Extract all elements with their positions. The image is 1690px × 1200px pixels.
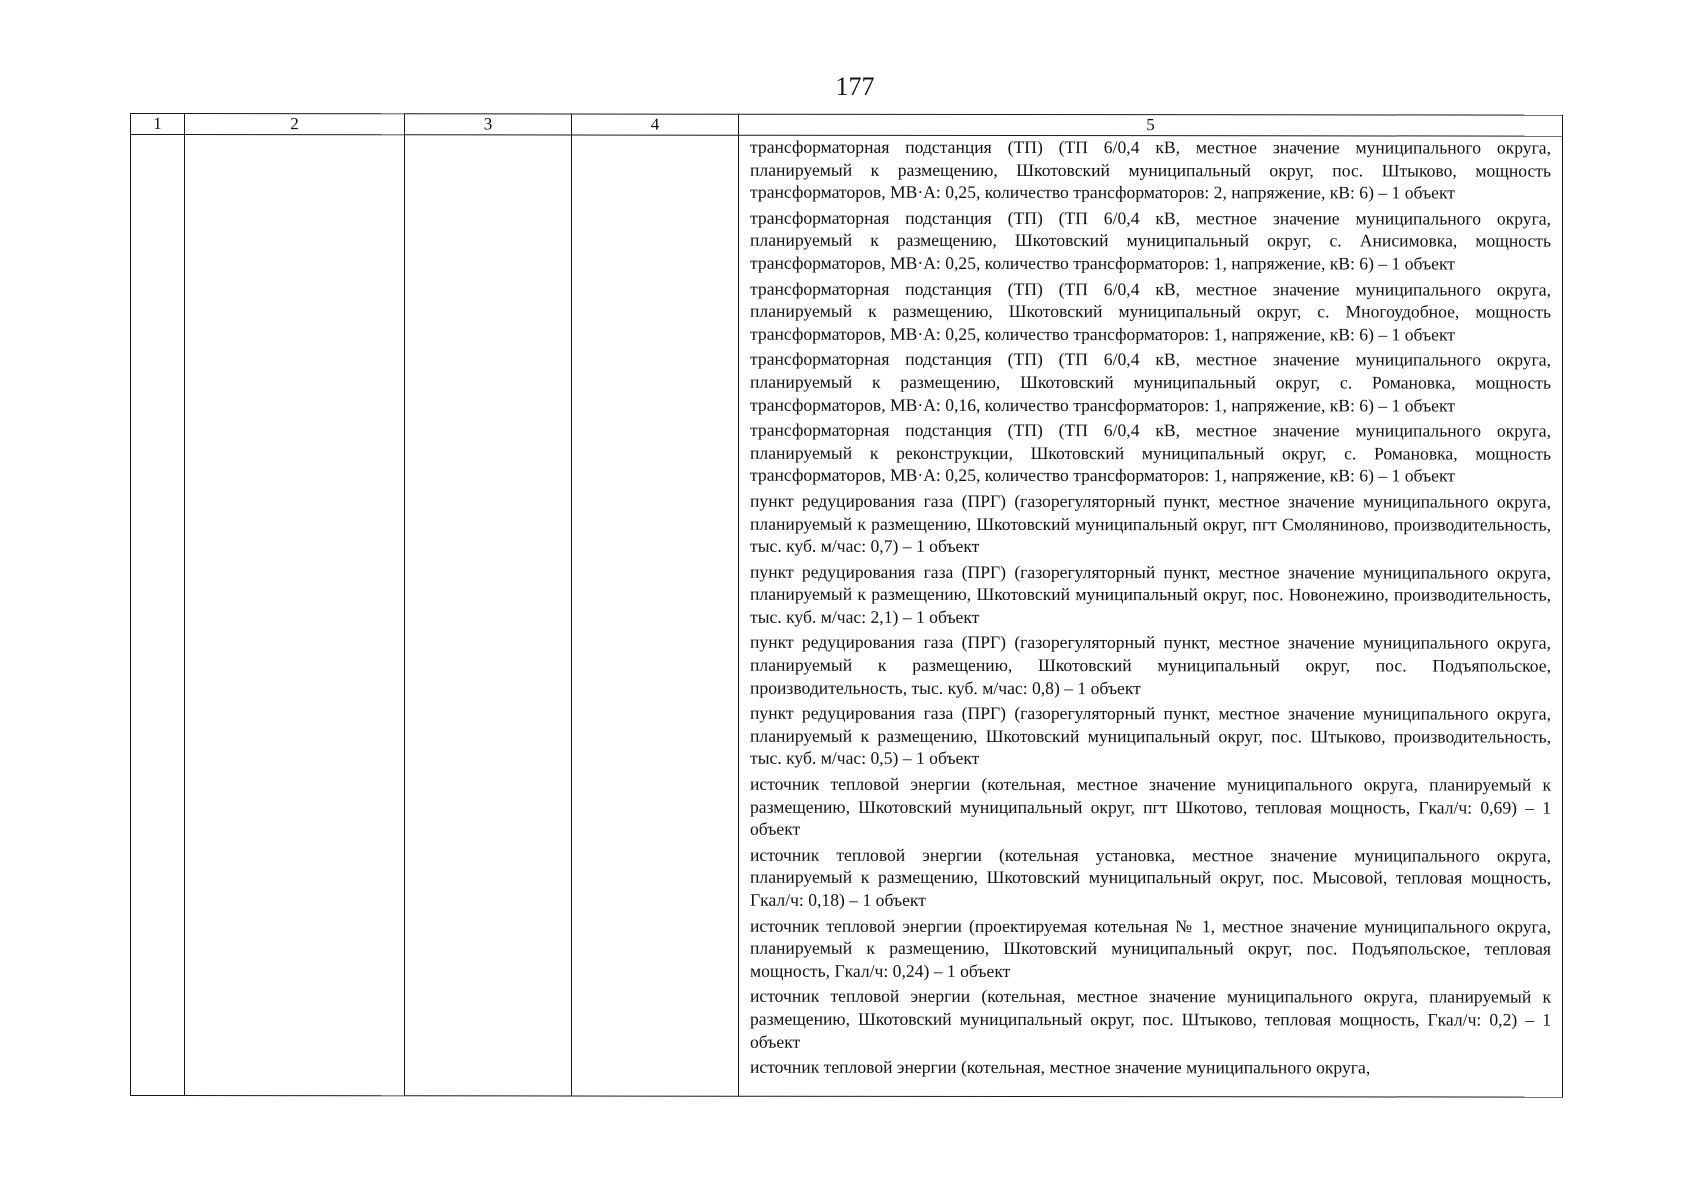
column-header-1: 1 (131, 114, 185, 135)
cell-col-2 (185, 135, 405, 1096)
object-entry: трансформаторная подстанция (ТП) (ТП 6/0,4 кВ, местное значение муниципального округа, планируемый к размещению, Шкотовский муниципальный округ, пос. Штыково, мощность трансформаторов, МВ·А: 0,25, количество трансформаторов: 2, напряжение, кВ: 6) – 1 объект (750, 136, 1551, 203)
object-entry: источник тепловой энергии (проектируемая котельная № 1, местное значение муниципального округа, планируемый к размещению, Шкотовский муниципальный округ, пос. Подъяпольское, тепловая мощность, Гкал/ч: 0,24) – 1 объект (750, 915, 1551, 981)
object-entry: источник тепловой энергии (котельная, местное значение муниципального округа, (750, 1056, 1371, 1078)
table-row (131, 135, 1563, 1098)
object-entry: трансформаторная подстанция (ТП) (ТП 6/0,4 кВ, местное значение муниципального округа, планируемый к реконструкции, Шкотовский муниципальный округ, с. Романовка, мощность трансформаторов, МВ·А: 0,25, количество трансформаторов: 1, напряжение, кВ: 6) – 1 объект (750, 419, 1551, 486)
column-header-5: 5 (739, 114, 1563, 136)
object-entry: пункт редуцирования газа (ПРГ) (газорегуляторный пункт, местное значение муниципального округа, планируемый к размещению, Шкотовский муниципальный округ, пгт Смоляниново, производительность, тыс. куб. м/час: 0,7) – 1 объект (750, 490, 1551, 557)
object-list (739, 136, 1562, 1097)
object-entry: трансформаторная подстанция (ТП) (ТП 6/0,4 кВ, местное значение муниципального округа, планируемый к размещению, Шкотовский муниципальный округ, с. Анисимовка, мощность трансформаторов, МВ·А: 0,25, количество трансформаторов: 1, напряжение, кВ: 6) – 1 объект (750, 207, 1551, 274)
object-entry: источник тепловой энергии (котельная, местное значение муниципального округа, планируемый к размещению, Шкотовский муниципальный округ, пгт Шкотово, тепловая мощность, Гкал/ч: 0,69) – 1 объект (750, 773, 1551, 839)
object-entry: пункт редуцирования газа (ПРГ) (газорегуляторный пункт, местное значение муниципального округа, планируемый к размещению, Шкотовский муниципальный округ, пос. Подъяпольское, производительность, тыс. куб. м/час: 0,8) – 1 объект (750, 632, 1551, 698)
object-entry: пункт редуцирования газа (ПРГ) (газорегуляторный пункт, местное значение муниципального округа, планируемый к размещению, Шкотовский муниципальный округ, пос. Новонежино, производительность, тыс. куб. м/час: 2,1) – 1 объект (750, 561, 1551, 627)
table-header-row (131, 114, 1563, 137)
cell-col-3 (405, 135, 572, 1096)
cell-col-1 (131, 135, 185, 1096)
object-entry: трансформаторная подстанция (ТП) (ТП 6/0,4 кВ, местное значение муниципального округа, планируемый к размещению, Шкотовский муниципальный округ, с. Романовка, мощность трансформаторов, МВ·А: 0,16, количество трансформаторов: 1, напряжение, кВ: 6) – 1 объект (750, 349, 1551, 416)
cell-col-5 (739, 135, 1563, 1097)
column-header-3: 3 (405, 114, 572, 135)
object-entry: источник тепловой энергии (котельная, местное значение муниципального округа, планируемый к размещению, Шкотовский муниципальный округ, пос. Штыково, тепловая мощность, Гкал/ч: 0,2) – 1 объект (750, 986, 1551, 1052)
page-number: 177 (835, 72, 875, 101)
document-table (130, 113, 1563, 1098)
cell-col-4 (572, 135, 739, 1096)
column-header-2: 2 (185, 114, 405, 135)
object-entry: пункт редуцирования газа (ПРГ) (газорегуляторный пункт, местное значение муниципального округа, планируемый к размещению, Шкотовский муниципальный округ, пос. Штыково, производительность, тыс. куб. м/час: 0,5) – 1 объект (750, 702, 1551, 769)
object-entry: источник тепловой энергии (котельная установка, местное значение муниципального округа, планируемый к размещению, Шкотовский муниципальный округ, пос. Мысовой, тепловая мощность, Гкал/ч: 0,18) – 1 объект (750, 844, 1551, 910)
column-header-4: 4 (572, 114, 739, 135)
object-entry: трансформаторная подстанция (ТП) (ТП 6/0,4 кВ, местное значение муниципального округа, планируемый к размещению, Шкотовский муниципальный округ, с. Многоудобное, мощность трансформаторов, МВ·А: 0,25, количество трансформаторов: 1, напряжение, кВ: 6) – 1 объект (750, 278, 1551, 345)
